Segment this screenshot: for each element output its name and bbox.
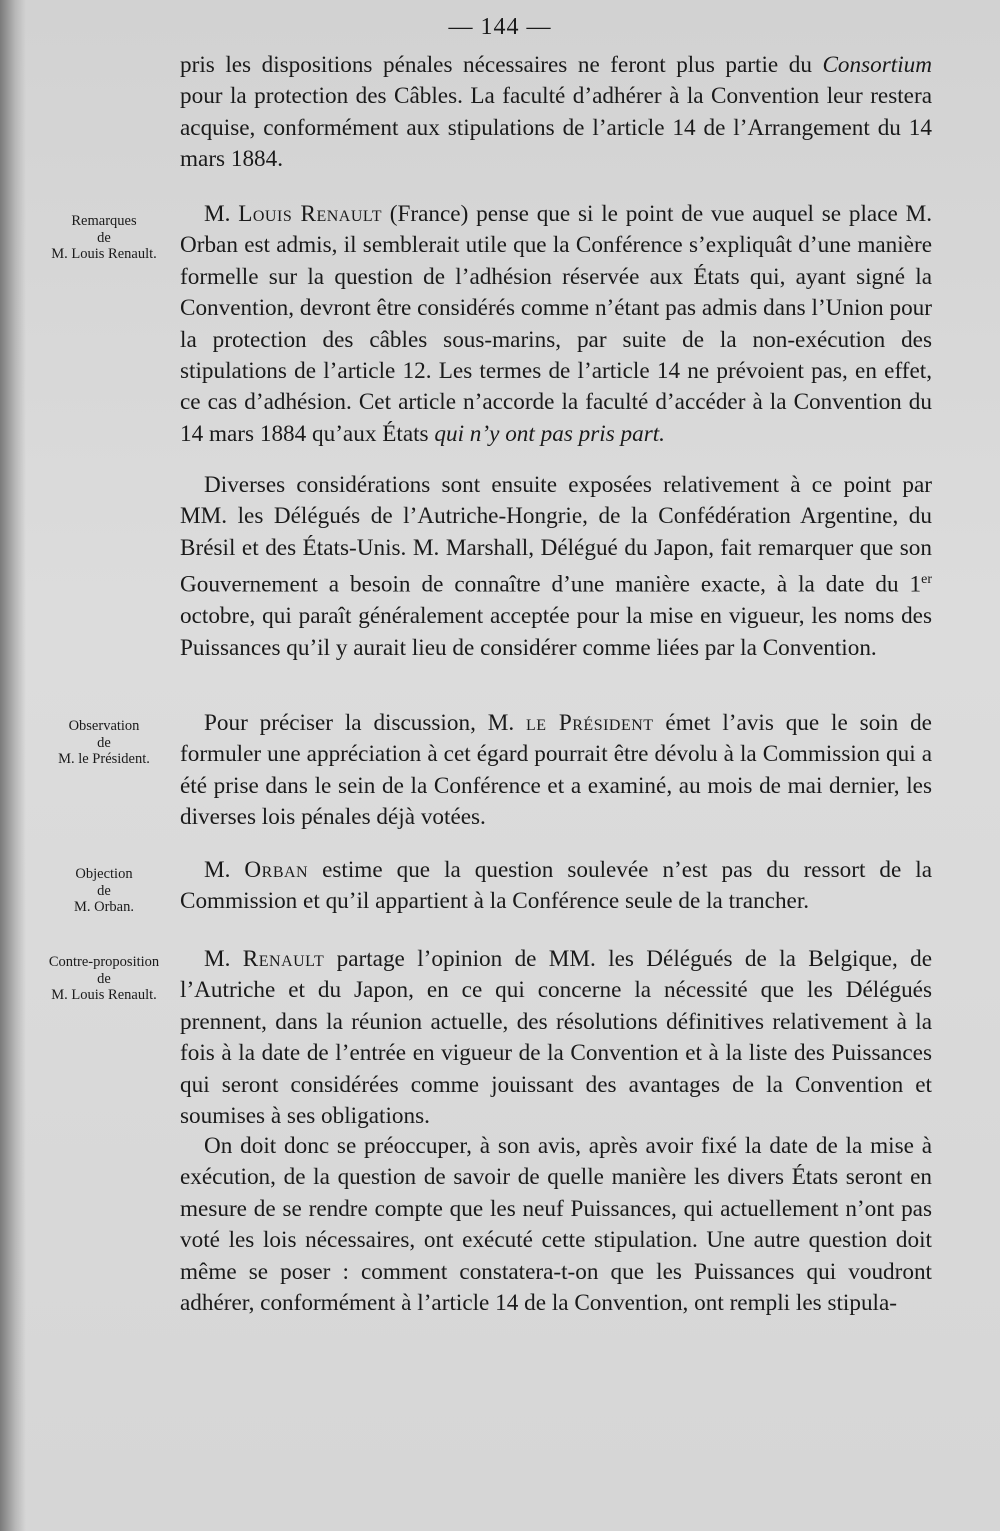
margin-note-line: M. Orban. <box>73 899 134 915</box>
page-edge-shadow <box>0 0 26 1531</box>
paragraph-5: M. Orban estime que la question soulevée n’est pas du ressort de la Commission et qu’il appartient à la Conférence seule de la trancher. <box>180 857 932 915</box>
page-number: — 144 — <box>448 14 552 40</box>
margin-note-remarques <box>30 213 178 263</box>
margin-note-objection <box>30 866 178 916</box>
margin-note-line: Contre-proposition <box>48 954 160 970</box>
margin-note-line: de <box>97 229 111 246</box>
margin-note-observation <box>30 718 178 768</box>
margin-note-line: M. le Président. <box>58 751 150 767</box>
margin-note-contre-proposition <box>30 954 178 1004</box>
paragraph-6: M. Renault partage l’opinion de MM. les Délégués de la Belgique, de l’Autriche et du Japon, en ce qui concerne la nécessité que les Délégués prennent, dans la réunion actuelle, des résolutions définitives relativement à la fois à la date de l’entrée en vigueur de la Convention et à la liste des Puissances qui seront considérées comme jouissant des avantages de la Convention et soumises à ses obligations. <box>180 946 932 1130</box>
margin-note-line: Remarques <box>71 213 137 229</box>
paragraph-2: M. Louis Renault (France) pense que si le point de vue auquel se place M. Orban est admis, il semblerait utile que la Conférence s’expliquât d’une manière formelle sur la question de l’adhésion réservée aux États qui, ayant signé la Convention, devront être considérés comme n’étant pas admis dans l’Union pour la protection des câbles sous-marins, par suite de la non-exécution des stipulations de l’article 12. Les termes de l’article 14 ne prévoient pas, en effet, ce cas d’adhésion. Cet article n’accorde la faculté d’accéder à la Convention du 14 mars 1884 qu’aux États qui n’y ont pas pris part. <box>180 201 933 447</box>
margin-note-line: Observation <box>68 718 140 734</box>
margin-note-line: de <box>97 734 111 751</box>
margin-note-line: de <box>97 882 111 899</box>
paragraph-1: pris les dispositions pénales nécessaires ne feront plus partie du Consortium pour la protection des Câbles. La faculté d’adhérer à la Convention leur restera acquise, conformément aux stipulations de l’article 14 de l’Arrangement du 14 mars 1884. <box>180 52 932 173</box>
margin-note-line: M. Louis Renault. <box>51 246 157 262</box>
paragraph-4: Pour préciser la discussion, M. le Président émet l’avis que le soin de formuler une appréciation à cet égard pourrait être dévolu à la Commission qui a été prise dans le sein de la Conférence et a examiné, au mois de mai dernier, les diverses lois pénales déjà votées. <box>180 710 932 831</box>
margin-note-line: Objection <box>75 866 133 882</box>
margin-note-line: de <box>97 970 111 987</box>
margin-note-line: M. Louis Renault. <box>51 987 157 1003</box>
paragraph-7: On doit donc se préoccuper, à son avis, après avoir fixé la date de la mise à exécution, de la question de savoir de quelle manière les divers États seront en mesure de se rendre compte que les neuf Puissances, qui actuellement n’ont pas voté les lois nécessaires, ont exécuté cette stipulation. Une autre question doit même se poser : comment constatera-t-on que les Puissances qui voudront adhérer, conformément à l’article 14 de la Convention, ont rempli les stipula- <box>180 1133 932 1317</box>
paragraph-3: Diverses considérations sont ensuite exposées relativement à ce point par MM. les Délégués de l’Autriche-Hongrie, de la Confédération Argentine, du Brésil et des États-Unis. M. Marshall, Délégué du Japon, fait remarquer que son Gouvernement a besoin de connaître d’une manière exacte, à la date du 1er octobre, qui paraît généralement acceptée pour la mise en vigueur, les noms des Puissances qu’il y aurait lieu de considérer comme liées par la Convention. <box>180 472 932 661</box>
